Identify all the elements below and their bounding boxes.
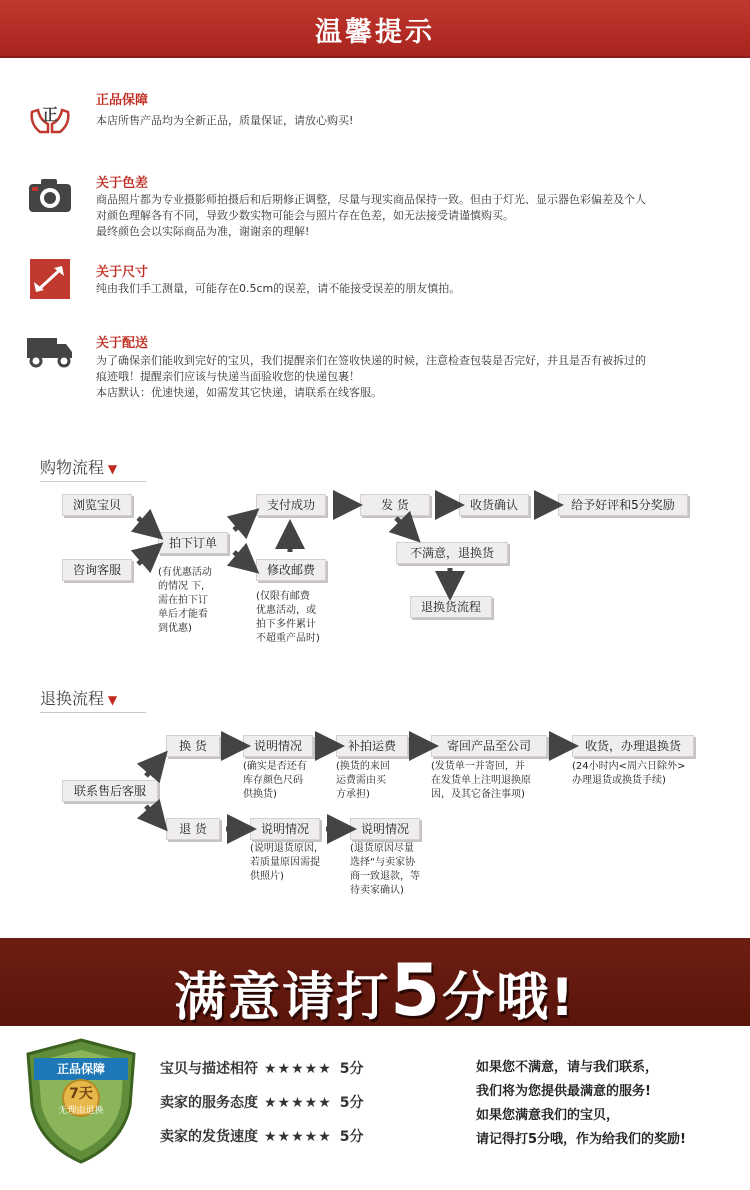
page-title: 温馨提示 xyxy=(315,17,435,48)
notice-line: 对颜色理解各有不同，导致少数实物可能会与照片存在色差，如无法接受请谨慎购买。 xyxy=(96,209,514,222)
postage-note: (仅限有邮费 优惠活动，或 拍下多件累计 不超重产品时) xyxy=(256,591,320,644)
shipping-note: (换货的来回 运费需由买 方承担) xyxy=(336,761,390,800)
section-title: 购物流程 xyxy=(40,458,105,477)
flow-ship: 发 货 xyxy=(360,494,430,516)
notice-line: 纯由我们手工测量，可能存在0.5cm的误差，请不能接受误差的朋友慎拍。 xyxy=(96,282,461,295)
flow-pay: 支付成功 xyxy=(256,494,326,516)
flow-order: 拍下订单 xyxy=(158,532,228,554)
flow-consult: 咨询客服 xyxy=(62,559,132,581)
flow-return: 退换货流程 xyxy=(410,596,492,618)
rating-label: 卖家的服务态度 xyxy=(160,1095,258,1111)
notice-title: 关于配送 xyxy=(96,336,149,351)
hands-genuine-icon xyxy=(26,94,74,136)
rating-row xyxy=(160,1126,364,1146)
notice-body xyxy=(96,353,736,401)
arrow xyxy=(146,806,158,820)
arrow xyxy=(138,552,152,564)
return-arrows xyxy=(0,720,750,850)
flow-confirm: 收货确认 xyxy=(459,494,529,516)
arrow xyxy=(146,762,158,776)
message-line: 请记得打5分哦，作为给我们的奖励! xyxy=(476,1132,686,1147)
negotiate-note: (退货原因尽量 选择“与卖家协 商一致退款，等 待卖家确认) xyxy=(350,843,420,896)
flow-modify-postage: 修改邮费 xyxy=(256,559,326,581)
notice-line: 最终颜色会以实际商品为准，谢谢亲的理解! xyxy=(96,225,310,238)
flow-arrows xyxy=(0,440,750,660)
flow-explain-3: 说明情况 xyxy=(350,818,420,840)
refund-reason-note: (说明退货原因， 若质量原因需提 供照片) xyxy=(250,843,324,882)
notice-line: 商品照片都为专业摄影师拍摄后和后期修正调整，尽量与现实商品保持一致。但由于灯光、显示器色彩偏差及个人 xyxy=(96,193,646,206)
measure-arrow-icon xyxy=(26,258,74,300)
flow-send-back: 寄回产品至公司 xyxy=(431,735,547,757)
rating-label: 卖家的发货速度 xyxy=(160,1129,258,1145)
star-icons: ★★★★★ xyxy=(264,1129,332,1145)
message-line: 如果您不满意，请与我们联系， xyxy=(476,1060,659,1075)
arrow xyxy=(234,552,248,564)
notice-line: 本店默认：优速快递，如需发其它快递，请联系在线客服。 xyxy=(96,386,382,399)
rating-score: 5分 xyxy=(339,1061,364,1077)
arrow xyxy=(138,518,152,530)
star-icons: ★★★★★ xyxy=(264,1061,332,1077)
rating-row xyxy=(160,1058,364,1078)
notice-line: 为了确保亲们能收到完好的宝贝，我们提醒亲们在签收快递的时候，注意检查包装是否完好，并且是否有被拆过的 xyxy=(96,354,646,367)
rating-row xyxy=(160,1092,364,1112)
stock-note: (确实是否还有 库存颜色尺码 供换货) xyxy=(243,761,307,800)
flow-contact: 联系售后客服 xyxy=(62,780,158,802)
badge-top: 正品保障 xyxy=(56,1062,105,1076)
badge-days: 7天 xyxy=(69,1086,93,1102)
flow-explain-2: 说明情况 xyxy=(250,818,320,840)
flow-unsatisfied: 不满意，退换货 xyxy=(396,542,508,564)
time-note: (24小时内<周六日除外> 办理退货或换货手续) xyxy=(572,761,686,786)
message-line: 我们将为您提供最满意的服务! xyxy=(476,1084,651,1099)
arrow xyxy=(396,518,410,532)
rating-score: 5分 xyxy=(339,1129,364,1145)
message-line: 如果您满意我们的宝贝， xyxy=(476,1108,620,1123)
flow-explain-1: 说明情况 xyxy=(243,735,313,757)
notice-line: 本店所售产品均为全新正品，质量保证，请放心购买! xyxy=(96,114,354,127)
arrow xyxy=(234,518,248,530)
triangle-down-icon: ▼ xyxy=(104,462,118,476)
svg-text:正: 正 xyxy=(41,105,59,124)
send-note: (发货单一并寄回，并 在发货单上注明退换原 因，及其它备注事项) xyxy=(431,761,531,800)
triangle-down-icon: ▼ xyxy=(104,693,118,707)
flow-pay-shipping: 补拍运费 xyxy=(336,735,408,757)
header-banner xyxy=(0,0,750,58)
flow-browse: 浏览宝贝 xyxy=(62,494,132,516)
flow-refund: 退 货 xyxy=(166,818,220,840)
notice-line: 痕迹哦！提醒亲们应该与快递当面验收您的快递包裹！ xyxy=(96,370,360,383)
slogan: 满意请打5分哦! xyxy=(174,948,576,1032)
flow-praise: 给予好评和5分奖励 xyxy=(558,494,688,516)
badge-sub: 无理由退换 xyxy=(58,1106,104,1116)
flow-receive: 收货，办理退换货 xyxy=(572,735,694,757)
notice-body xyxy=(96,281,726,297)
return-flow-header xyxy=(40,686,117,709)
notice-body xyxy=(96,113,726,129)
star-icons: ★★★★★ xyxy=(264,1095,332,1111)
camera-icon xyxy=(26,174,74,216)
rating-score: 5分 xyxy=(339,1095,364,1111)
slogan-banner xyxy=(0,938,750,1032)
divider xyxy=(40,712,146,713)
flow-exchange: 换 货 xyxy=(166,735,220,757)
notice-title: 关于色差 xyxy=(96,176,149,191)
rating-label: 宝贝与描述相符 xyxy=(160,1061,258,1077)
order-note: (有优惠活动 的情况 下, 需在拍下订 单后才能看 到优惠) xyxy=(158,567,212,634)
notice-title: 关于尺寸 xyxy=(96,265,149,280)
notice-title: 正品保障 xyxy=(96,93,149,108)
truck-icon xyxy=(26,330,74,372)
notice-body xyxy=(96,192,726,240)
section-title: 退换流程 xyxy=(40,689,105,708)
